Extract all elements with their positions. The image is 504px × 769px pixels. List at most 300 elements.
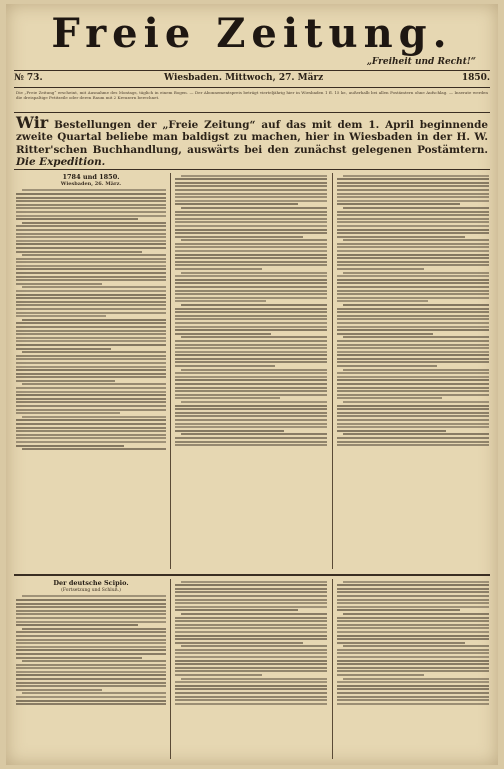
text-line <box>16 294 166 296</box>
text-line <box>16 326 166 328</box>
feuilleton-text-block <box>175 581 327 705</box>
text-line <box>337 300 428 302</box>
text-line <box>22 692 166 694</box>
text-line <box>16 333 166 335</box>
text-line <box>337 282 489 284</box>
text-line <box>343 645 489 647</box>
text-line <box>337 606 489 608</box>
text-line <box>181 581 327 583</box>
text-line <box>175 617 327 619</box>
text-line <box>337 408 489 410</box>
text-line <box>16 682 166 684</box>
text-line <box>16 401 166 403</box>
text-line <box>337 229 489 231</box>
text-line <box>337 419 489 421</box>
text-line <box>175 624 327 626</box>
text-line <box>175 282 327 284</box>
text-line <box>337 609 460 611</box>
article-text-block <box>337 175 489 447</box>
text-line <box>16 624 138 626</box>
text-line <box>175 236 303 238</box>
text-line <box>343 272 489 274</box>
text-line <box>337 642 465 644</box>
text-line <box>175 315 327 317</box>
text-line <box>16 664 166 666</box>
text-line <box>343 304 489 306</box>
feuilleton-column-1 <box>16 579 166 761</box>
text-line <box>337 649 489 651</box>
text-line <box>337 365 437 367</box>
text-line <box>16 380 115 382</box>
text-line <box>175 340 327 342</box>
text-line <box>16 211 166 213</box>
text-line <box>175 430 284 432</box>
article-text-block <box>175 175 327 447</box>
text-line <box>181 207 327 209</box>
text-line <box>175 279 327 281</box>
text-line <box>16 337 166 339</box>
text-line <box>181 645 327 647</box>
text-line <box>175 261 327 263</box>
text-line <box>337 588 489 590</box>
text-line <box>337 699 489 701</box>
text-line <box>175 620 327 622</box>
text-line <box>16 445 124 447</box>
column-divider-2 <box>332 173 333 569</box>
text-line <box>337 685 489 687</box>
text-line <box>175 178 327 180</box>
text-line <box>175 674 262 676</box>
text-line <box>175 394 327 396</box>
text-line <box>337 372 489 374</box>
text-line <box>181 304 327 306</box>
text-line <box>175 221 327 223</box>
text-line <box>337 638 489 640</box>
text-line <box>337 387 489 389</box>
text-line <box>337 221 489 223</box>
text-line <box>337 394 489 396</box>
masthead-title: Freie Zeitung. <box>51 10 453 57</box>
text-line <box>16 653 166 655</box>
text-line <box>16 674 166 676</box>
text-line <box>175 696 327 698</box>
article-heading: 1784 und 1850. <box>62 173 120 181</box>
newspaper-page <box>6 4 498 765</box>
text-line <box>175 412 327 414</box>
text-line <box>16 441 166 443</box>
text-line <box>175 627 327 629</box>
text-line <box>175 290 327 292</box>
text-line <box>337 656 489 658</box>
text-line <box>16 603 166 605</box>
text-line <box>175 667 327 669</box>
text-line <box>337 620 489 622</box>
text-line <box>337 326 489 328</box>
text-line <box>16 193 166 195</box>
text-line <box>337 602 489 604</box>
rule-feuilleton <box>14 574 490 576</box>
text-line <box>16 258 166 260</box>
text-line <box>337 243 489 245</box>
text-line <box>16 304 166 306</box>
text-line <box>337 236 465 238</box>
text-line <box>175 347 327 349</box>
text-line <box>16 703 166 705</box>
text-line <box>175 250 327 252</box>
text-line <box>22 319 166 321</box>
text-line <box>337 211 489 213</box>
text-line <box>16 657 142 659</box>
text-line <box>337 275 489 277</box>
text-line <box>22 383 166 385</box>
text-line <box>22 448 166 450</box>
article-column-3 <box>337 173 489 571</box>
text-line <box>337 264 489 266</box>
text-line <box>337 257 489 259</box>
text-line <box>175 275 327 277</box>
text-line <box>16 265 166 267</box>
text-line <box>16 606 166 608</box>
text-line <box>16 330 166 332</box>
text-line <box>175 333 271 335</box>
text-line <box>175 211 327 213</box>
text-line <box>16 268 166 270</box>
text-line <box>343 207 489 209</box>
text-line <box>175 218 327 220</box>
text-line <box>181 272 327 274</box>
text-line <box>337 703 489 705</box>
text-line <box>16 348 111 350</box>
text-line <box>22 222 166 224</box>
text-line <box>343 369 489 371</box>
text-line <box>16 649 166 651</box>
text-line <box>175 379 327 381</box>
text-line <box>337 340 489 342</box>
text-line <box>175 268 262 270</box>
text-line <box>343 175 489 177</box>
text-line <box>175 257 327 259</box>
issue-bar <box>14 72 490 86</box>
text-line <box>22 351 166 353</box>
text-line <box>175 638 327 640</box>
text-line <box>337 361 489 363</box>
text-line <box>175 189 327 191</box>
text-line <box>337 178 489 180</box>
text-line <box>337 318 489 320</box>
text-line <box>337 218 489 220</box>
text-line <box>16 437 166 439</box>
text-line <box>175 408 327 410</box>
feuilleton-text-block <box>16 595 166 705</box>
text-line <box>16 251 142 253</box>
text-line <box>337 261 489 263</box>
text-line <box>16 642 166 644</box>
text-line <box>337 591 489 593</box>
text-line <box>175 591 327 593</box>
text-line <box>175 344 327 346</box>
text-line <box>16 218 138 220</box>
text-line <box>343 613 489 615</box>
text-line <box>337 376 489 378</box>
text-line <box>337 681 489 683</box>
rule-announcement <box>14 169 490 170</box>
article-text-block <box>16 189 166 450</box>
text-line <box>175 182 327 184</box>
text-line <box>337 405 489 407</box>
text-line <box>337 663 489 665</box>
text-line <box>175 656 327 658</box>
text-line <box>337 599 489 601</box>
text-line <box>337 297 489 299</box>
text-line <box>22 254 166 256</box>
announcement-signature: Die Expedition. <box>16 156 106 169</box>
text-line <box>16 272 166 274</box>
text-line <box>22 286 166 288</box>
text-line <box>16 197 166 199</box>
announcement-lead: Wir <box>16 113 49 132</box>
text-line <box>175 437 327 439</box>
text-line <box>337 311 489 313</box>
text-line <box>16 358 166 360</box>
text-line <box>175 397 280 399</box>
text-line <box>175 361 327 363</box>
text-line <box>175 685 327 687</box>
text-line <box>337 293 489 295</box>
text-line <box>337 322 489 324</box>
text-line <box>337 268 424 270</box>
text-line <box>22 660 166 662</box>
text-line <box>16 215 166 217</box>
text-line <box>16 599 166 601</box>
text-line <box>175 300 266 302</box>
text-line <box>175 322 327 324</box>
text-line <box>175 688 327 690</box>
text-line <box>337 412 489 414</box>
text-line <box>337 379 489 381</box>
text-line <box>16 405 166 407</box>
text-line <box>16 261 166 263</box>
masthead-motto: „Freiheit und Recht!“ <box>366 57 476 67</box>
text-line <box>175 588 327 590</box>
text-line <box>337 254 489 256</box>
text-line <box>175 264 327 266</box>
text-line <box>337 344 489 346</box>
text-line <box>16 233 166 235</box>
text-line <box>337 182 489 184</box>
text-line <box>16 229 166 231</box>
text-line <box>175 376 327 378</box>
text-line <box>337 430 446 432</box>
text-line <box>22 628 166 630</box>
text-line <box>175 193 327 195</box>
text-line <box>16 225 166 227</box>
text-line <box>337 193 489 195</box>
text-line <box>16 322 166 324</box>
text-line <box>337 390 489 392</box>
rule-notice <box>14 112 490 113</box>
article-dateline: Wiesbaden, 26. März. <box>60 181 122 188</box>
feuilleton-heading: Der deutsche Scipio. <box>53 579 129 587</box>
text-line <box>16 613 166 615</box>
text-line <box>337 196 489 198</box>
text-line <box>16 635 166 637</box>
text-line <box>16 373 166 375</box>
text-line <box>337 185 489 187</box>
text-line <box>337 595 489 597</box>
text-line <box>175 426 327 428</box>
text-line <box>175 229 327 231</box>
text-line <box>337 308 489 310</box>
text-line <box>175 692 327 694</box>
text-line <box>181 175 327 177</box>
text-line <box>337 617 489 619</box>
text-line <box>337 354 489 356</box>
text-line <box>337 667 489 669</box>
feuilleton-column-2 <box>175 579 327 761</box>
text-line <box>175 185 327 187</box>
rule-top <box>14 70 490 71</box>
text-line <box>337 635 489 637</box>
text-line <box>337 624 489 626</box>
text-line <box>175 423 327 425</box>
text-line <box>337 358 489 360</box>
text-line <box>337 329 489 331</box>
text-line <box>181 678 327 680</box>
column-divider-1 <box>170 173 171 569</box>
text-line <box>175 635 327 637</box>
text-line <box>175 254 327 256</box>
text-line <box>175 200 327 202</box>
text-line <box>337 347 489 349</box>
text-line <box>337 250 489 252</box>
text-line <box>337 437 489 439</box>
text-line <box>16 430 166 432</box>
text-line <box>175 631 327 633</box>
announcement-text: Bestellungen der „Freie Zeitung“ auf das mit dem 1. April beginnende zweite Quartal beliebe man baldigst zu machen, hier in Wiesbaden in der H. W. Ritter'schen Buchhandlung, auswärts bei den zunächst gelegenen Postämtern. <box>16 119 488 156</box>
text-line <box>343 581 489 583</box>
text-line <box>175 606 327 608</box>
text-line <box>175 699 327 701</box>
text-line <box>16 207 166 209</box>
text-line <box>175 599 327 601</box>
text-line <box>16 621 166 623</box>
text-line <box>16 678 166 680</box>
text-line <box>175 660 327 662</box>
text-line <box>16 308 166 310</box>
text-line <box>16 398 166 400</box>
text-line <box>337 279 489 281</box>
text-line <box>337 290 489 292</box>
text-line <box>175 286 327 288</box>
text-line <box>343 401 489 403</box>
text-line <box>175 584 327 586</box>
text-line <box>181 401 327 403</box>
text-line <box>175 441 327 443</box>
text-line <box>16 419 166 421</box>
text-line <box>337 652 489 654</box>
text-line <box>175 390 327 392</box>
text-line <box>337 674 424 676</box>
text-line <box>16 315 106 317</box>
text-line <box>337 225 489 227</box>
text-line <box>16 391 166 393</box>
text-line <box>22 189 166 191</box>
text-line <box>16 290 166 292</box>
text-line <box>175 602 327 604</box>
text-line <box>16 247 166 249</box>
text-line <box>337 246 489 248</box>
text-line <box>16 312 166 314</box>
text-line <box>337 444 489 446</box>
text-line <box>337 200 489 202</box>
text-line <box>16 279 166 281</box>
text-line <box>337 426 489 428</box>
text-line <box>337 383 489 385</box>
text-line <box>175 663 327 665</box>
text-line <box>16 617 166 619</box>
text-line <box>16 667 166 669</box>
column-divider-4 <box>332 579 333 759</box>
text-line <box>175 642 303 644</box>
text-line <box>16 639 166 641</box>
feuilleton-column-3 <box>337 579 489 761</box>
text-line <box>175 351 327 353</box>
text-line <box>337 423 489 425</box>
text-line <box>175 214 327 216</box>
text-line <box>175 372 327 374</box>
text-line <box>343 336 489 338</box>
text-line <box>16 243 166 245</box>
text-line <box>175 308 327 310</box>
text-line <box>175 405 327 407</box>
text-line <box>175 681 327 683</box>
text-line <box>337 232 489 234</box>
text-line <box>337 397 442 399</box>
text-line <box>337 688 489 690</box>
text-line <box>181 239 327 241</box>
text-line <box>16 366 166 368</box>
text-line <box>175 415 327 417</box>
text-line <box>175 232 327 234</box>
text-line <box>16 423 166 425</box>
text-line <box>337 631 489 633</box>
text-line <box>16 610 166 612</box>
feuilleton-subheading: (Fortsetzung und Schluß.) <box>61 588 121 594</box>
text-line <box>175 387 327 389</box>
rule-issue <box>14 87 490 88</box>
text-line <box>16 685 166 687</box>
text-line <box>16 240 166 242</box>
text-line <box>16 409 166 411</box>
text-line <box>337 692 489 694</box>
text-line <box>16 283 102 285</box>
text-line <box>175 354 327 356</box>
text-line <box>16 671 166 673</box>
text-line <box>16 412 120 414</box>
text-line <box>16 631 166 633</box>
text-line <box>16 204 166 206</box>
text-line <box>181 613 327 615</box>
text-line <box>343 433 489 435</box>
issue-date: Wiesbaden. Mittwoch, 27. März <box>164 73 324 83</box>
text-line <box>175 652 327 654</box>
text-line <box>343 678 489 680</box>
text-line <box>16 344 166 346</box>
column-divider-3 <box>170 579 171 759</box>
text-line <box>16 340 166 342</box>
issue-number: № 73. <box>14 73 43 83</box>
text-line <box>181 433 327 435</box>
